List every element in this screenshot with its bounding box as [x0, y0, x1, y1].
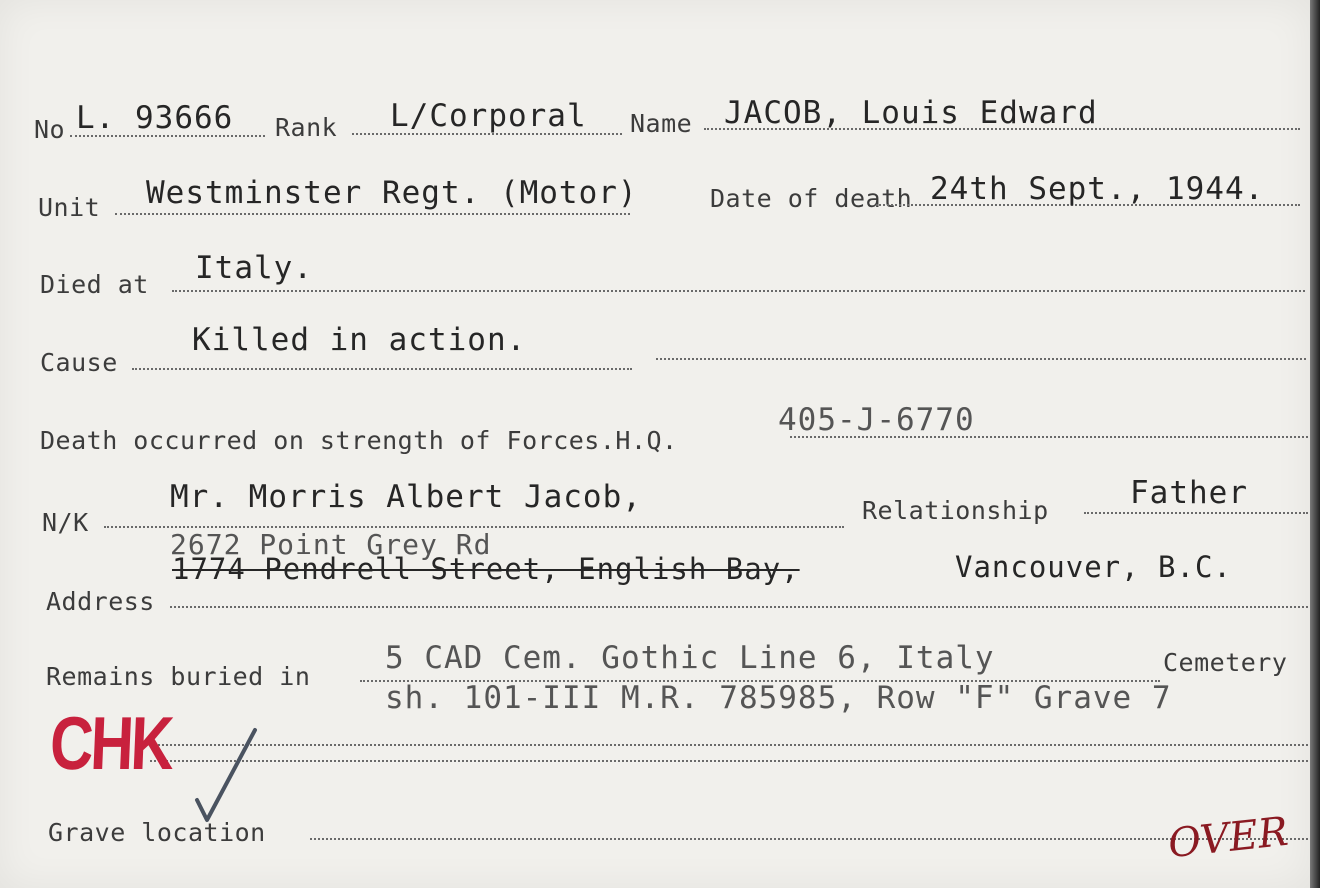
unit-label: Unit [38, 193, 101, 222]
strength-label: Death occurred on strength of Forces.H.Q. [40, 426, 678, 455]
remains-value: 5 CAD Cem. Gothic Line 6, Italy [385, 640, 995, 676]
unit-value: Westminster Regt. (Motor) [146, 175, 638, 211]
relationship-dotted-line [1084, 512, 1308, 514]
rank-value: L/Corporal [390, 98, 587, 134]
no-value: L. 93666 [76, 100, 234, 136]
remains-line-2: sh. 101-III M.R. 785985, Row "F" Grave 7 [385, 680, 1172, 716]
date-of-death-value: 24th Sept., 1944. [930, 171, 1265, 207]
check-mark-icon [185, 720, 265, 830]
handwritten-over-note: OVER [1165, 808, 1291, 868]
cause-value: Killed in action. [192, 322, 527, 358]
grave-location-label: Grave location [48, 818, 266, 847]
nk-label: N/K [42, 508, 89, 537]
address-label: Address [46, 587, 155, 616]
relationship-label: Relationship [862, 496, 1049, 525]
unit-dotted-line [115, 213, 630, 215]
strength-value: 405-J-6770 [778, 402, 975, 438]
address-value: Vancouver, B.C. [955, 550, 1232, 584]
chk-stamp: CHK [48, 701, 173, 785]
died-at-dotted-line [172, 290, 1305, 292]
grave-dotted-line [310, 838, 1308, 840]
address-dotted-line [170, 606, 1308, 608]
cause-dotted-line-2 [656, 358, 1306, 360]
relationship-value: Father [1130, 475, 1248, 511]
remains-dotted-line-3 [150, 760, 1308, 762]
card-edge-shadow [1310, 0, 1320, 888]
date-of-death-label: Date of death [710, 184, 913, 213]
name-label: Name [630, 109, 693, 138]
died-at-value: Italy. [195, 250, 313, 286]
cause-label: Cause [40, 348, 118, 377]
cause-dotted-line-1 [132, 368, 632, 370]
cemetery-label: Cemetery [1163, 648, 1288, 677]
remains-label: Remains buried in [46, 662, 311, 691]
no-label: No [34, 115, 66, 144]
rank-label: Rank [275, 113, 338, 142]
died-at-label: Died at [40, 270, 149, 299]
nk-value: Mr. Morris Albert Jacob, [170, 479, 642, 515]
name-value: JACOB, Louis Edward [724, 95, 1098, 131]
remains-dotted-line-2 [150, 744, 1308, 746]
address-struck: 1774 Pendrell Street, English Bay, [172, 552, 800, 586]
address-correction: 2672 Point Grey Rd [170, 528, 492, 561]
